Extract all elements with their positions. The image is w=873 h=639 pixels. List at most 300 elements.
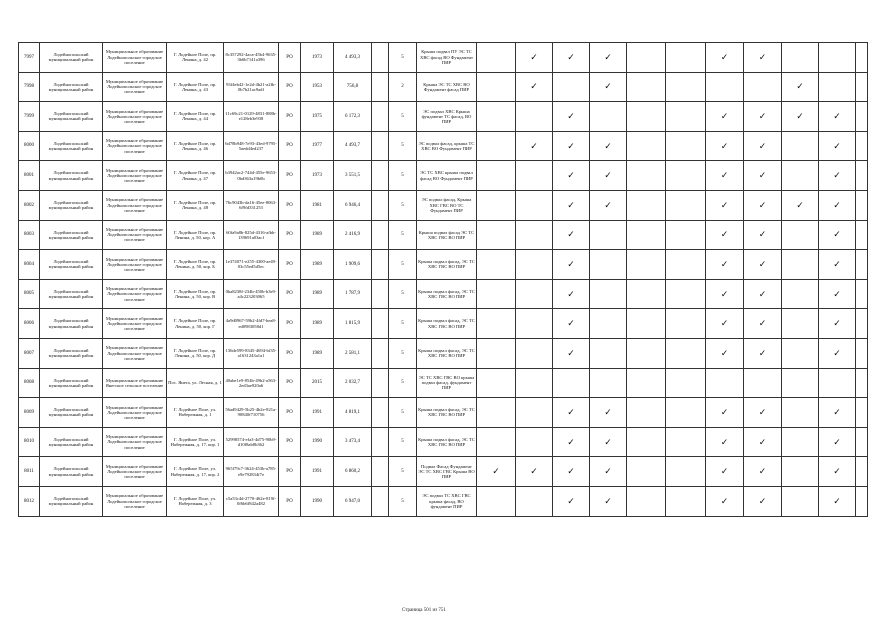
area-cell: 6 947,0 <box>334 486 372 516</box>
municipality-cell: Муниципальное образование Лодейнопольское городское поселение <box>103 220 167 250</box>
address-cell: Г. Лодейное Поле, пр. Ленина, д. 50, кор. Г <box>167 309 224 339</box>
checkmark-icon: ✓ <box>758 199 767 210</box>
check-cell <box>477 309 516 339</box>
check-cell <box>706 457 744 487</box>
checkmark-icon: ✓ <box>833 229 841 240</box>
checkmark-icon: ✓ <box>567 229 575 240</box>
area-cell: 2 032,7 <box>334 368 372 398</box>
check-cell <box>590 486 627 516</box>
check-cell <box>553 161 590 191</box>
checkmark-icon: ✓ <box>758 466 767 477</box>
checkmark-icon: ✓ <box>567 258 575 269</box>
code-cell: РО <box>279 486 301 516</box>
check-cell <box>782 190 819 220</box>
check-cell <box>666 457 706 487</box>
check-cell <box>819 486 856 516</box>
table-row <box>19 427 868 457</box>
year-cell: 1991 <box>301 457 334 487</box>
check-cell <box>706 220 744 250</box>
works-cell: ЭС подвал фасад, крыша ТС ХВС ВО Фундамент ПИР <box>417 131 477 161</box>
check-cell <box>706 368 744 398</box>
check-cell <box>819 102 856 132</box>
checkmark-icon: ✓ <box>720 495 729 506</box>
floors-cell: 5 <box>389 43 417 73</box>
check-cell <box>744 250 782 280</box>
area-cell: 3 473,4 <box>334 427 372 457</box>
guid-cell: 965f79c7-3624-453b-a785-e9e792834f7e <box>224 457 279 487</box>
checkmark-icon: ✓ <box>720 51 729 62</box>
check-cell <box>744 427 782 457</box>
guid-cell: 8c357292-4aca-45b4-9635-3b6b7141a396 <box>224 43 279 73</box>
address-cell: Г. Лодейное Поле, пр. Ленина, д. 50, кор. В <box>167 279 224 309</box>
guid-cell: 6d78b948-7e93-43ed-9795-5aedd4ed237 <box>224 131 279 161</box>
check-cell <box>477 161 516 191</box>
check-cell <box>627 131 666 161</box>
check-cell <box>590 220 627 250</box>
check-cell <box>744 102 782 132</box>
checkmark-icon: ✓ <box>833 288 841 299</box>
check-cell <box>627 427 666 457</box>
works-cell: Подвал Фасад Фундамент ЭС ТС ХВС ГВС Крыша ВО ПИР <box>417 457 477 487</box>
district-cell: Лодейнопольский муниципальный район <box>40 250 103 280</box>
row-number: 8002 <box>19 190 40 220</box>
year-cell: 1989 <box>301 338 334 368</box>
floors-cell: 5 <box>389 220 417 250</box>
address-cell: Г. Лодейное Поле, пр. Ленина, д. 42 <box>167 43 224 73</box>
checkmark-icon: ✓ <box>758 258 767 269</box>
check-cell <box>744 279 782 309</box>
check-cell <box>590 102 627 132</box>
check-cell <box>744 398 782 428</box>
works-cell: ЭС подвал ХВС Крыша фундамент ТС фасад, ВО ПИР <box>417 102 477 132</box>
district-cell: Лодейнопольский муниципальный район <box>40 220 103 250</box>
address-cell: Г. Лодейное Поле, ул. Набережная, д. 1 <box>167 398 224 428</box>
district-cell: Лодейнопольский муниципальный район <box>40 161 103 191</box>
checkmark-icon: ✓ <box>796 110 804 121</box>
row-number: 8012 <box>19 486 40 516</box>
check-cell <box>516 309 553 339</box>
empty-cell <box>856 102 868 132</box>
code-cell: РО <box>279 161 301 191</box>
municipality-cell: Муниципальное образование Лодейнопольское городское поселение <box>103 190 167 220</box>
check-cell <box>706 309 744 339</box>
empty-cell <box>856 338 868 368</box>
check-cell <box>666 102 706 132</box>
row-number: 8001 <box>19 161 40 191</box>
checkmark-icon: ✓ <box>833 318 841 329</box>
area-cell: 6 860,2 <box>334 457 372 487</box>
works-cell: ЭС ТС ХВС крыша подвал фасад ВО Фундамент ПИР <box>417 161 477 191</box>
address-cell: Г. Лодейное Поле, пр. Ленина, д. 50, кор. Б <box>167 250 224 280</box>
check-cell <box>627 398 666 428</box>
check-cell <box>553 486 590 516</box>
works-cell: Крыша подвал фасад, ЭС ТС ХВС ГВС ВО ПИР <box>417 279 477 309</box>
row-number: 8009 <box>19 398 40 428</box>
district-cell: Лодейнопольский муниципальный район <box>40 43 103 73</box>
table-row <box>19 338 868 368</box>
check-cell <box>477 190 516 220</box>
check-cell <box>666 427 706 457</box>
row-number: 8000 <box>19 131 40 161</box>
check-cell <box>819 161 856 191</box>
code-cell: РО <box>279 309 301 339</box>
check-cell <box>819 131 856 161</box>
address-cell: Г. Лодейное Поле, пр. Ленина, д. 43 <box>167 72 224 102</box>
check-cell <box>590 398 627 428</box>
district-cell: Лодейнопольский муниципальный район <box>40 190 103 220</box>
checkmark-icon: ✓ <box>833 199 841 210</box>
check-cell <box>477 220 516 250</box>
check-cell <box>744 190 782 220</box>
checkmark-icon: ✓ <box>758 436 767 447</box>
check-cell <box>553 279 590 309</box>
check-cell <box>627 368 666 398</box>
works-cell: Крыша подвал фасад, ЭС ТС ХВС ГВС ВО ПИР <box>417 250 477 280</box>
works-cell: Крыша подвал фасад, ЭС ТС ХВС ГВС ВО ПИР <box>417 338 477 368</box>
empty-cell <box>856 43 868 73</box>
check-cell <box>819 427 856 457</box>
table-row <box>19 279 868 309</box>
district-cell: Лодейнопольский муниципальный район <box>40 457 103 487</box>
check-cell <box>516 486 553 516</box>
check-cell <box>666 131 706 161</box>
check-cell <box>516 398 553 428</box>
check-cell <box>706 72 744 102</box>
row-number: 8005 <box>19 279 40 309</box>
checkmark-icon: ✓ <box>720 110 729 121</box>
checkmark-icon: ✓ <box>758 288 767 299</box>
year-cell: 1977 <box>301 131 334 161</box>
check-cell <box>516 220 553 250</box>
check-cell <box>782 220 819 250</box>
guid-cell: 56ad9429-5b25-4b2e-821a-90840f710756 <box>224 398 279 428</box>
guid-cell: 136de599-8345-4694-bf35-a1631243a1a1 <box>224 338 279 368</box>
table-row <box>19 161 868 191</box>
year-cell: 1953 <box>301 72 334 102</box>
check-cell <box>516 102 553 132</box>
check-cell <box>477 279 516 309</box>
check-cell <box>782 338 819 368</box>
check-cell <box>666 398 706 428</box>
empty-cell <box>372 338 389 368</box>
table-row <box>19 43 868 73</box>
check-cell <box>477 43 516 73</box>
check-cell <box>477 338 516 368</box>
floors-cell: 5 <box>389 309 417 339</box>
check-cell <box>553 190 590 220</box>
check-cell <box>553 220 590 250</box>
check-cell <box>553 309 590 339</box>
district-cell: Лодейнопольский муниципальный район <box>40 309 103 339</box>
checkmark-icon: ✓ <box>604 406 612 417</box>
area-cell: 1 815,9 <box>334 309 372 339</box>
checkmark-icon: ✓ <box>530 466 538 477</box>
houses-table <box>18 42 868 517</box>
check-cell <box>782 131 819 161</box>
code-cell: РО <box>279 368 301 398</box>
check-cell <box>553 72 590 102</box>
district-cell: Лодейнопольский муниципальный район <box>40 427 103 457</box>
address-cell: Г. Лодейное Поле, ул. Набережная, д. 3 <box>167 486 224 516</box>
floors-cell: 5 <box>389 161 417 191</box>
check-cell <box>553 338 590 368</box>
checkmark-icon: ✓ <box>567 466 575 477</box>
checkmark-icon: ✓ <box>492 466 500 477</box>
check-cell <box>553 250 590 280</box>
empty-cell <box>372 131 389 161</box>
check-cell <box>516 279 553 309</box>
check-cell <box>819 190 856 220</box>
checkmark-icon: ✓ <box>530 140 538 151</box>
row-number: 8003 <box>19 220 40 250</box>
row-number: 8007 <box>19 338 40 368</box>
district-cell: Лодейнопольский муниципальный район <box>40 338 103 368</box>
year-cell: 1989 <box>301 309 334 339</box>
check-cell <box>819 368 856 398</box>
municipality-cell: Муниципальное образование Лодейнопольское городское поселение <box>103 338 167 368</box>
municipality-cell: Муниципальное образование Лодейнопольское городское поселение <box>103 161 167 191</box>
area-cell: 2 581,1 <box>334 338 372 368</box>
check-cell <box>477 102 516 132</box>
check-cell <box>627 161 666 191</box>
check-cell <box>477 398 516 428</box>
area-cell: 1 787,9 <box>334 279 372 309</box>
checkmark-icon: ✓ <box>758 495 767 506</box>
works-cell: ЭС подвал фасад, Крыша ХВС ГВС ВО ТС Фундамент ПИР <box>417 190 477 220</box>
checkmark-icon: ✓ <box>833 436 841 447</box>
guid-cell: 40abe1e9-854b-49b2-a563-2ed3ae920a6 <box>224 368 279 398</box>
checkmark-icon: ✓ <box>758 318 767 329</box>
check-cell <box>782 457 819 487</box>
address-cell: Пос. Янега, ул. Лесная, д. 1 <box>167 368 224 398</box>
address-cell: Г. Лодейное Поле, пр. Ленина, д. 50, кор. Д <box>167 338 224 368</box>
checkmark-icon: ✓ <box>758 51 767 62</box>
floors-cell: 5 <box>389 190 417 220</box>
address-cell: Г. Лодейное Поле, пр. Ленина, д. 47 <box>167 161 224 191</box>
checkmark-icon: ✓ <box>720 288 729 299</box>
empty-cell <box>856 161 868 191</box>
checkmark-icon: ✓ <box>758 229 767 240</box>
checkmark-icon: ✓ <box>720 436 729 447</box>
check-cell <box>744 338 782 368</box>
check-cell <box>590 43 627 73</box>
checkmark-icon: ✓ <box>720 258 729 269</box>
code-cell: РО <box>279 102 301 132</box>
guid-cell: 60fa9a8b-825d-4316-afbb-139691a03acf <box>224 220 279 250</box>
row-number: 7999 <box>19 102 40 132</box>
area-cell: 4 493,3 <box>334 43 372 73</box>
empty-cell <box>856 486 868 516</box>
checkmark-icon: ✓ <box>567 347 575 358</box>
floors-cell: 2 <box>389 72 417 102</box>
code-cell: РО <box>279 250 301 280</box>
year-cell: 1975 <box>301 102 334 132</box>
empty-cell <box>372 427 389 457</box>
check-cell <box>819 457 856 487</box>
district-cell: Лодейнопольский муниципальный район <box>40 486 103 516</box>
municipality-cell: Муниципальное образование Лодейнопольское городское поселение <box>103 309 167 339</box>
checkmark-icon: ✓ <box>604 140 612 151</box>
checkmark-icon: ✓ <box>567 199 575 210</box>
check-cell <box>706 43 744 73</box>
checkmark-icon: ✓ <box>567 288 575 299</box>
check-cell <box>590 457 627 487</box>
empty-cell <box>856 131 868 161</box>
check-cell <box>782 398 819 428</box>
row-number: 8008 <box>19 368 40 398</box>
check-cell <box>516 161 553 191</box>
table-row <box>19 368 868 398</box>
check-cell <box>706 131 744 161</box>
address-cell: Г. Лодейное Поле, пр. Ленина, д. 46 <box>167 131 224 161</box>
check-cell <box>782 279 819 309</box>
check-cell <box>782 161 819 191</box>
check-cell <box>516 190 553 220</box>
municipality-cell: Муниципальное образование Янегское сельское поселение <box>103 368 167 398</box>
table-body <box>19 43 868 517</box>
check-cell <box>553 457 590 487</box>
district-cell: Лодейнопольский муниципальный район <box>40 72 103 102</box>
floors-cell: 5 <box>389 338 417 368</box>
checkmark-icon: ✓ <box>720 347 729 358</box>
check-cell <box>516 250 553 280</box>
year-cell: 1990 <box>301 427 334 457</box>
checkmark-icon: ✓ <box>604 495 612 506</box>
empty-cell <box>856 457 868 487</box>
check-cell <box>819 338 856 368</box>
check-cell <box>553 131 590 161</box>
checkmark-icon: ✓ <box>604 170 612 181</box>
check-cell <box>744 309 782 339</box>
guid-cell: 4a9d0967-59b2-4fd7-bea8-ed0983058d1 <box>224 309 279 339</box>
area-cell: 4 819,1 <box>334 398 372 428</box>
municipality-cell: Муниципальное образование Лодейнопольское городское поселение <box>103 398 167 428</box>
checkmark-icon: ✓ <box>567 318 575 329</box>
year-cell: 2015 <box>301 368 334 398</box>
checkmark-icon: ✓ <box>720 229 729 240</box>
municipality-cell: Муниципальное образование Лодейнопольское городское поселение <box>103 43 167 73</box>
year-cell: 1981 <box>301 190 334 220</box>
district-cell: Лодейнопольский муниципальный район <box>40 102 103 132</box>
check-cell <box>744 220 782 250</box>
works-cell: Крыша подвал фасад, ЭС ТС ХВС ГВС ВО ПИР <box>417 398 477 428</box>
municipality-cell: Муниципальное образование Лодейнопольское городское поселение <box>103 457 167 487</box>
year-cell: 1989 <box>301 250 334 280</box>
checkmark-icon: ✓ <box>530 81 538 92</box>
check-cell <box>627 250 666 280</box>
district-cell: Лодейнопольский муниципальный район <box>40 398 103 428</box>
page-footer: Страница 501 из 751 <box>402 608 446 613</box>
check-cell <box>744 43 782 73</box>
municipality-cell: Муниципальное образование Лодейнопольское городское поселение <box>103 486 167 516</box>
table-row <box>19 457 868 487</box>
guid-cell: 0ba8238f-234b-450b-b3e9-a4c223203065 <box>224 279 279 309</box>
empty-cell <box>372 220 389 250</box>
address-cell: Г. Лодейное Поле, ул. Набережная, д. 17, кор. 1 <box>167 427 224 457</box>
check-cell <box>782 72 819 102</box>
checkmark-icon: ✓ <box>604 466 612 477</box>
checkmark-icon: ✓ <box>833 170 841 181</box>
check-cell <box>590 368 627 398</box>
floors-cell: 5 <box>389 279 417 309</box>
address-cell: Г. Лодейное Поле, пр. Ленина, д. 44 <box>167 102 224 132</box>
table-row <box>19 190 868 220</box>
check-cell <box>706 486 744 516</box>
checkmark-icon: ✓ <box>796 199 804 210</box>
municipality-cell: Муниципальное образование Лодейнопольское городское поселение <box>103 250 167 280</box>
check-cell <box>516 72 553 102</box>
empty-cell <box>856 190 868 220</box>
check-cell <box>782 427 819 457</box>
check-cell <box>627 220 666 250</box>
checkmark-icon: ✓ <box>567 110 575 121</box>
check-cell <box>706 102 744 132</box>
table-row <box>19 309 868 339</box>
check-cell <box>627 338 666 368</box>
check-cell <box>782 102 819 132</box>
empty-cell <box>856 368 868 398</box>
check-cell <box>516 427 553 457</box>
check-cell <box>706 190 744 220</box>
table-row <box>19 131 868 161</box>
check-cell <box>477 72 516 102</box>
works-cell: Крыша подвал фасад, ЭС ТС ХВС ГВС ВО ПИР <box>417 427 477 457</box>
checkmark-icon: ✓ <box>720 466 729 477</box>
code-cell: РО <box>279 220 301 250</box>
check-cell <box>477 250 516 280</box>
floors-cell: 5 <box>389 368 417 398</box>
checkmark-icon: ✓ <box>833 258 841 269</box>
empty-cell <box>856 309 868 339</box>
check-cell <box>819 398 856 428</box>
guid-cell: c5a53c4d-2770-462e-819f-0f6b6f842a482 <box>224 486 279 516</box>
checkmark-icon: ✓ <box>833 466 841 477</box>
check-cell <box>819 309 856 339</box>
check-cell <box>782 486 819 516</box>
district-cell: Лодейнопольский муниципальный район <box>40 131 103 161</box>
row-number: 7998 <box>19 72 40 102</box>
check-cell <box>627 309 666 339</box>
empty-cell <box>372 279 389 309</box>
empty-cell <box>856 220 868 250</box>
code-cell: РО <box>279 398 301 428</box>
check-cell <box>666 338 706 368</box>
table-row <box>19 72 868 102</box>
check-cell <box>782 309 819 339</box>
check-cell <box>553 102 590 132</box>
table-row <box>19 220 868 250</box>
check-cell <box>706 279 744 309</box>
check-cell <box>706 427 744 457</box>
check-cell <box>627 486 666 516</box>
check-cell <box>516 368 553 398</box>
check-cell <box>516 457 553 487</box>
floors-cell: 5 <box>389 398 417 428</box>
empty-cell <box>372 309 389 339</box>
row-number: 8010 <box>19 427 40 457</box>
check-cell <box>782 43 819 73</box>
check-cell <box>516 338 553 368</box>
check-cell <box>590 427 627 457</box>
code-cell: РО <box>279 279 301 309</box>
check-cell <box>782 250 819 280</box>
checkmark-icon: ✓ <box>758 140 767 151</box>
municipality-cell: Муниципальное образование Лодейнопольское городское поселение <box>103 131 167 161</box>
floors-cell: 5 <box>389 250 417 280</box>
checkmark-icon: ✓ <box>758 347 767 358</box>
code-cell: РО <box>279 338 301 368</box>
works-cell: Крыша подвал фасад, ЭС ТС ХВС ГВС ВО ПИР <box>417 309 477 339</box>
